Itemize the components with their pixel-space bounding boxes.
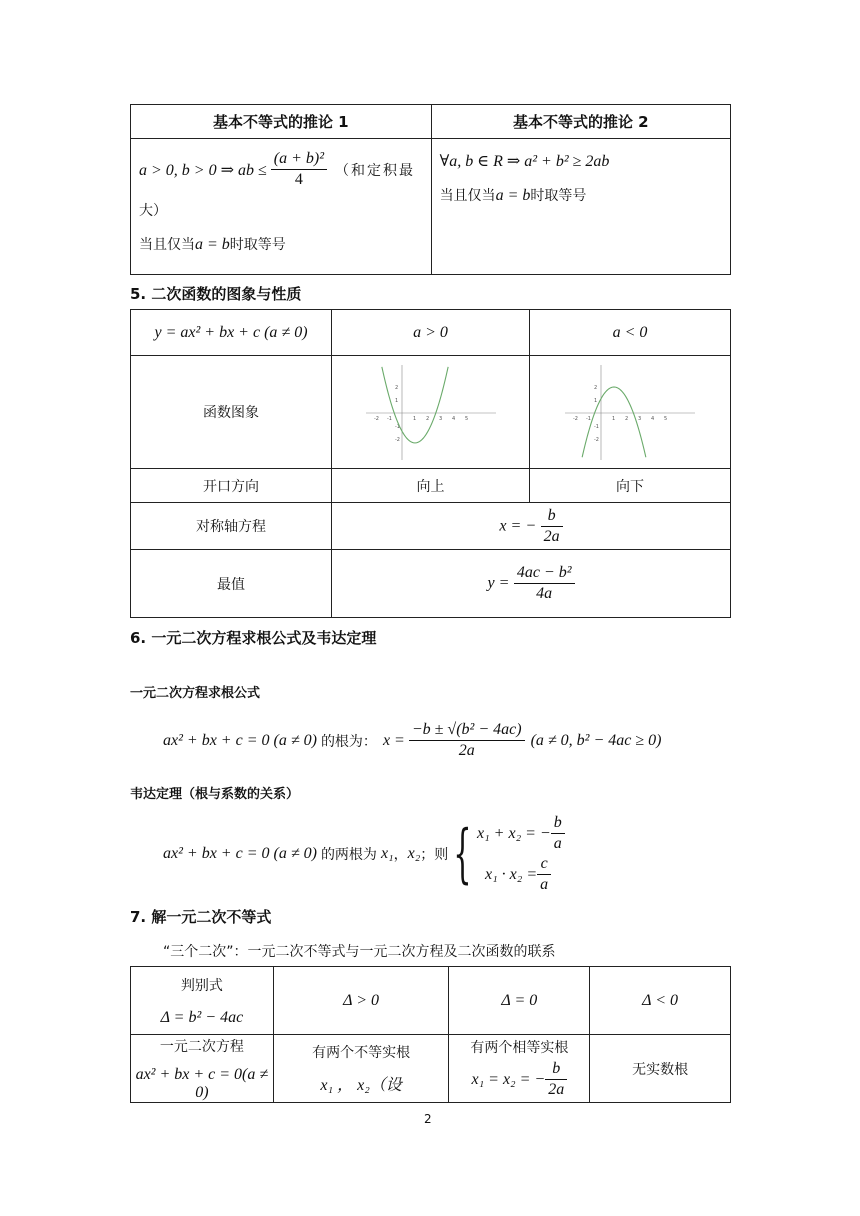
x-tick-label: 3 [638,415,642,422]
delta-positive-header: Δ > 0 [273,967,449,1035]
corollary1-header: 基本不等式的推论 1 [131,105,432,139]
corollary2-cell [431,139,730,275]
x-tick-label: 4 [451,415,455,422]
general-form-header: y = ax² + bx + c (a ≠ 0) [131,310,332,356]
section5-heading: 5. 二次函数的图象与性质 [130,285,302,303]
y-tick-label: -2 [394,436,400,443]
inequality-corollary-table [130,104,731,275]
y-tick-label: 1 [594,397,598,404]
x-tick-label: 5 [464,415,468,422]
section6-heading: 6. 一元二次方程求根公式及韦达定理 [130,629,377,647]
y-tick-label: 2 [394,384,398,391]
corollary2-equality: 当且仅当a = b时取等号 [439,187,587,204]
direction-down: 向下 [530,469,731,503]
extremum-row-label: 最值 [131,550,332,618]
root-formula: ax² + bx + c = 0 (a ≠ 0) 的根为： x = $\frac{\text{−b ± √(b² − 4ac)}}{2a}$ (a ≠ 0, b² − 4ac ≥ 0) [163,721,662,759]
delta-negative-header: Δ < 0 [590,967,731,1035]
vieta-subheading: 韦达定理（根与系数的关系） [130,787,300,802]
extremum-formula: y = $\frac{\text{4ac − b²}}{4a}$ [332,550,731,618]
parabola-down-graph [555,360,705,465]
corollary1-formula: a > 0, b > 0 ⇒ ab ≤ [139,161,267,179]
three-quadratics-intro: “三个二次”：一元二次不等式与一元二次方程及二次函数的联系 [163,944,556,960]
vieta-formula: ax² + bx + c = 0 (a ≠ 0) 的两根为 x₁ ， x₂ ；则 { x₁ + x₂ = − $\frac{b}{a}$ x₁ · x₂ = $\frac{c}{a}$ [163,811,565,897]
a-positive-header: a > 0 [332,310,530,356]
vieta-product: x₁ · x₂ = $\frac{c}{a}$ [485,854,565,895]
vieta-sum: x₁ + x₂ = − $\frac{b}{a}$ [477,813,565,854]
delta-zero-roots: 有两个相等实根 x₁ = x₂ = − $\frac{b}{2a}$ [449,1035,590,1103]
vieta-brace: { [453,817,472,891]
y-tick-label: -1 [394,423,400,430]
discriminant-header: 判别式 Δ = b² − 4ac [131,967,274,1035]
parabola-up-graph [356,360,506,465]
graph-up-cell [332,356,530,469]
x-tick-label: -2 [373,415,379,422]
parabola-down-curve [582,384,646,457]
equation-row-label: 一元二次方程 ax² + bx + c = 0(a ≠ 0) [131,1035,274,1103]
direction-up: 向上 [332,469,530,503]
y-tick-label: 2 [594,384,598,391]
y-tick-label: 1 [394,397,398,404]
direction-row-label: 开口方向 [131,469,332,503]
x-tick-label: 1 [412,415,416,422]
axis-formula: x = − $\frac{b}{2a}$ [332,503,731,550]
x-tick-label: 2 [425,415,429,422]
quadratic-function-table [130,309,731,618]
x-tick-label: 3 [438,415,442,422]
a-negative-header: a < 0 [530,310,731,356]
discriminant-table [130,966,731,1103]
axis-row-label: 对称轴方程 [131,503,332,550]
delta-negative-roots: 无实数根 [590,1035,731,1103]
graph-row-label: 函数图象 [131,356,332,469]
x-tick-label: 4 [651,415,655,422]
page-number: 2 [424,1112,432,1126]
y-tick-label: -2 [594,436,599,443]
root-formula-subheading: 一元二次方程求根公式 [130,686,261,701]
x-tick-label: 2 [625,415,629,422]
x-tick-label: -1 [386,415,392,422]
x-tick-label: 5 [664,415,668,422]
corollary1-equality: 当且仅当a = b时取等号 [139,236,286,253]
y-tick-label: -1 [594,423,599,430]
section7-heading: 7. 解一元二次不等式 [130,908,272,926]
graph-down-cell [530,356,731,469]
x-tick-label: -2 [573,415,578,422]
corollary1-cell: a > 0, b > 0 ⇒ ab ≤ $\frac{\text{(a + b)²}}{4}$ （和定积最 大） 当且仅当a = b时取等号 [131,139,432,275]
corollary2-header: 基本不等式的推论 2 [431,105,730,139]
x-tick-label: 1 [612,415,616,422]
corollary2-formula: ∀a, b ∈ R ⇒ a² + b² ≥ 2ab [439,153,610,170]
x-tick-label: -1 [586,415,591,422]
parabola-up-curve [381,366,447,442]
delta-zero-header: Δ = 0 [449,967,590,1035]
delta-positive-roots: 有两个不等实根 x₁ ， x₂（设 [273,1035,449,1103]
corollary1-fraction: $\frac{\text{(a + b)²}}{4}$ [271,149,327,190]
